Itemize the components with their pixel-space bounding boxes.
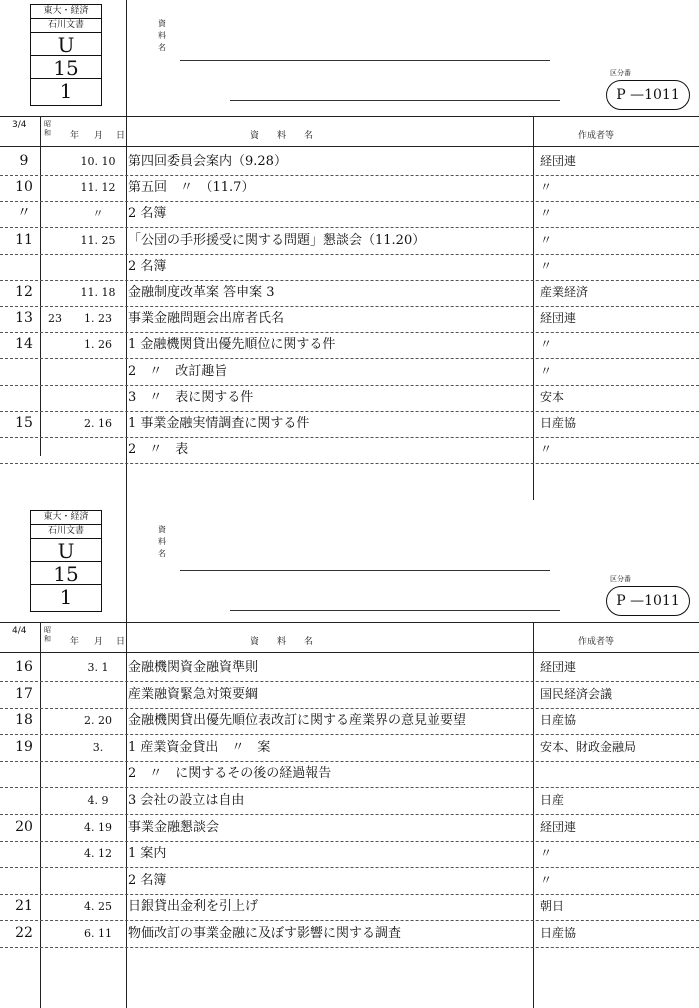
record-date: 4. 25 (84, 900, 112, 914)
table-row (0, 709, 699, 734)
record-number: 10 (15, 179, 33, 196)
record-title: 1 案内 (128, 846, 167, 862)
record-date: 2. 16 (84, 417, 112, 430)
record-title: 1 事業金融実情調査に関する件 (128, 416, 310, 431)
table-row (0, 281, 699, 306)
record-year: 23 (48, 312, 62, 326)
record-title: 2 名簿 (128, 206, 167, 222)
record-author: 〃 (540, 442, 553, 457)
record-author: 〃 (540, 846, 553, 861)
record-author: 朝日 (540, 899, 565, 914)
header-month: 月 (94, 637, 104, 647)
record-title: 3 会社の設立は自由 (128, 793, 245, 808)
record-date: 10. 10 (80, 155, 116, 168)
record-author: 〃 (540, 337, 553, 352)
record-title: 金融機関貸出優先順位表改訂に関する産業界の意見並要望 (128, 713, 467, 729)
record-title: 2 〃 改訂趣旨 (128, 363, 228, 379)
header-year: 年 (70, 131, 80, 141)
record-date: 3. (92, 740, 104, 754)
record-author: 〃 (540, 258, 553, 273)
record-author: 日産協 (540, 713, 577, 728)
record-title: 事業金融問題会出席者氏名 (128, 311, 285, 327)
table-row (0, 842, 699, 867)
record-author: 産業経済 (540, 285, 589, 299)
record-date: 1. 23 (84, 312, 112, 326)
record-title: 2 〃 表 (128, 442, 189, 458)
record-title: 事業金融懇談会 (128, 819, 220, 835)
record-number: 13 (15, 310, 33, 327)
record-date: 〃 (92, 207, 104, 221)
record-author: 〃 (540, 206, 553, 221)
record-date: 3. 1 (87, 661, 109, 674)
record-number: 14 (15, 336, 33, 353)
record-title: 第五回 〃 （11.7） (128, 180, 255, 196)
record-author: 経団連 (540, 660, 577, 674)
record-author: 経団連 (540, 819, 577, 834)
header-yearmark: 3/4 (12, 120, 27, 130)
table-row (0, 816, 699, 841)
archive-stamp (30, 4, 102, 106)
record-author: 安本 (540, 389, 565, 404)
table-row (0, 255, 699, 280)
record-date: 2. 20 (84, 714, 112, 728)
record-date: 1. 26 (84, 338, 112, 352)
table-row (0, 762, 699, 787)
archive-stamp (30, 510, 102, 612)
record-number: 19 (15, 738, 33, 755)
record-title: 2 名簿 (128, 872, 167, 888)
material-label: 資料名 (158, 525, 166, 558)
record-title: 産業融資緊急対策要綱 (128, 686, 259, 702)
record-title: 2 名簿 (128, 258, 167, 274)
table-row (0, 412, 699, 437)
stamp-sub: 1 (59, 79, 73, 103)
table-row (0, 229, 699, 254)
header-bottom-rule (0, 146, 699, 147)
record-number: 15 (15, 415, 33, 431)
material-line-1 (180, 570, 550, 571)
stamp-letter: U (31, 539, 101, 562)
table-row (0, 438, 699, 463)
record-date: 4. 9 (87, 794, 109, 807)
record-title: 「公団の手形援受に関する問題」懇談会（11.20） (128, 232, 426, 248)
record-date: 11. 18 (80, 286, 116, 299)
stamp-line-1: 東大・経済 (31, 5, 101, 19)
record-number: 16 (15, 659, 33, 675)
record-date: 11. 25 (80, 233, 116, 247)
record-title: 1 金融機関貸出優先順位に関する件 (128, 337, 336, 353)
stamp-number: 15 (31, 562, 101, 585)
record-author: 経団連 (540, 154, 577, 168)
material-line-2 (230, 100, 560, 101)
header-era: 昭和 (44, 120, 51, 137)
stamp-line-2: 石川文書 (31, 525, 101, 539)
record-number: 11 (15, 231, 33, 248)
row-rule (0, 947, 699, 948)
header-top-rule (0, 116, 699, 117)
record-title: 1 産業資金貸出 〃 案 (128, 739, 271, 755)
table-row (0, 386, 699, 411)
record-title: 金融機関資金融資準則 (128, 660, 259, 675)
sheet-2 (0, 500, 699, 1008)
record-number: 12 (15, 284, 33, 300)
table-row (0, 150, 699, 175)
header-title: 資 料 名 (250, 637, 314, 647)
record-title: 日銀貸出金利を引上げ (128, 899, 259, 915)
record-date: 4. 19 (84, 820, 112, 834)
table-row (0, 360, 699, 385)
header-day: 日 (116, 131, 126, 141)
class-code: P —1011 (616, 87, 680, 103)
record-author: 安本、財政金融局 (540, 739, 637, 754)
record-number: 22 (15, 925, 33, 941)
record-author: 〃 (540, 180, 553, 195)
stamp-sub: 1 (59, 585, 73, 609)
stamp-letter: U (31, 33, 101, 56)
table-row (0, 176, 699, 201)
stamp-line-2: 石川文書 (31, 19, 101, 33)
table-row (0, 869, 699, 894)
material-line-1 (180, 60, 550, 61)
record-title: 物価改訂の事業金融に及ぼす影響に関する調査 (128, 926, 402, 941)
record-author: 日産 (540, 793, 565, 807)
table-row (0, 895, 699, 920)
class-code-box (606, 586, 690, 616)
table-row (0, 307, 699, 332)
record-title: 第四回委員会案内（9.28） (128, 154, 287, 169)
table-row (0, 683, 699, 708)
table-row (0, 333, 699, 358)
sheet-1 (0, 0, 699, 500)
class-code: P —1011 (616, 593, 680, 609)
table-row (0, 736, 699, 761)
record-number: 21 (15, 898, 33, 915)
stamp-line-1: 東大・経済 (31, 511, 101, 525)
table-row (0, 656, 699, 681)
record-title: 金融制度改革案 答申案 3 (128, 285, 275, 300)
record-number: 9 (19, 153, 29, 169)
record-author: 〃 (540, 363, 553, 378)
table-row (0, 202, 699, 227)
record-author: 経団連 (540, 311, 577, 326)
record-number: 18 (15, 712, 33, 729)
record-author: 日産協 (540, 926, 577, 940)
record-number: 〃 (17, 205, 31, 222)
header-top-rule (0, 622, 699, 623)
record-date: 4. 12 (84, 847, 112, 861)
record-title: 2 〃 に関するその後の経過報告 (128, 766, 332, 782)
material-line-2 (230, 610, 560, 611)
table-row (0, 922, 699, 947)
class-label: 区分番 (610, 69, 631, 77)
record-number: 20 (15, 818, 33, 835)
header-bottom-rule (0, 652, 699, 653)
header-year: 年 (70, 637, 80, 647)
header-author: 作成者等 (578, 131, 615, 141)
header-day: 日 (116, 637, 126, 647)
header-yearmark: 4/4 (12, 626, 27, 636)
record-date: 11. 12 (80, 181, 116, 195)
stamp-number: 15 (31, 56, 101, 79)
record-number: 17 (15, 685, 33, 702)
class-code-box (606, 80, 690, 110)
record-author: 国民経済会議 (540, 686, 613, 701)
header-month: 月 (94, 131, 104, 141)
table-row (0, 789, 699, 814)
header-era: 昭和 (44, 626, 51, 643)
record-date: 6. 11 (84, 927, 112, 940)
header-author: 作成者等 (578, 637, 615, 647)
record-author: 日産協 (540, 416, 577, 430)
record-author: 〃 (540, 872, 553, 887)
record-title: 3 〃 表に関する件 (128, 389, 254, 405)
header-title: 資 料 名 (250, 131, 314, 141)
record-author: 〃 (540, 232, 553, 247)
row-rule (0, 463, 699, 464)
material-label: 資料名 (158, 19, 166, 52)
class-label: 区分番 (610, 575, 631, 583)
